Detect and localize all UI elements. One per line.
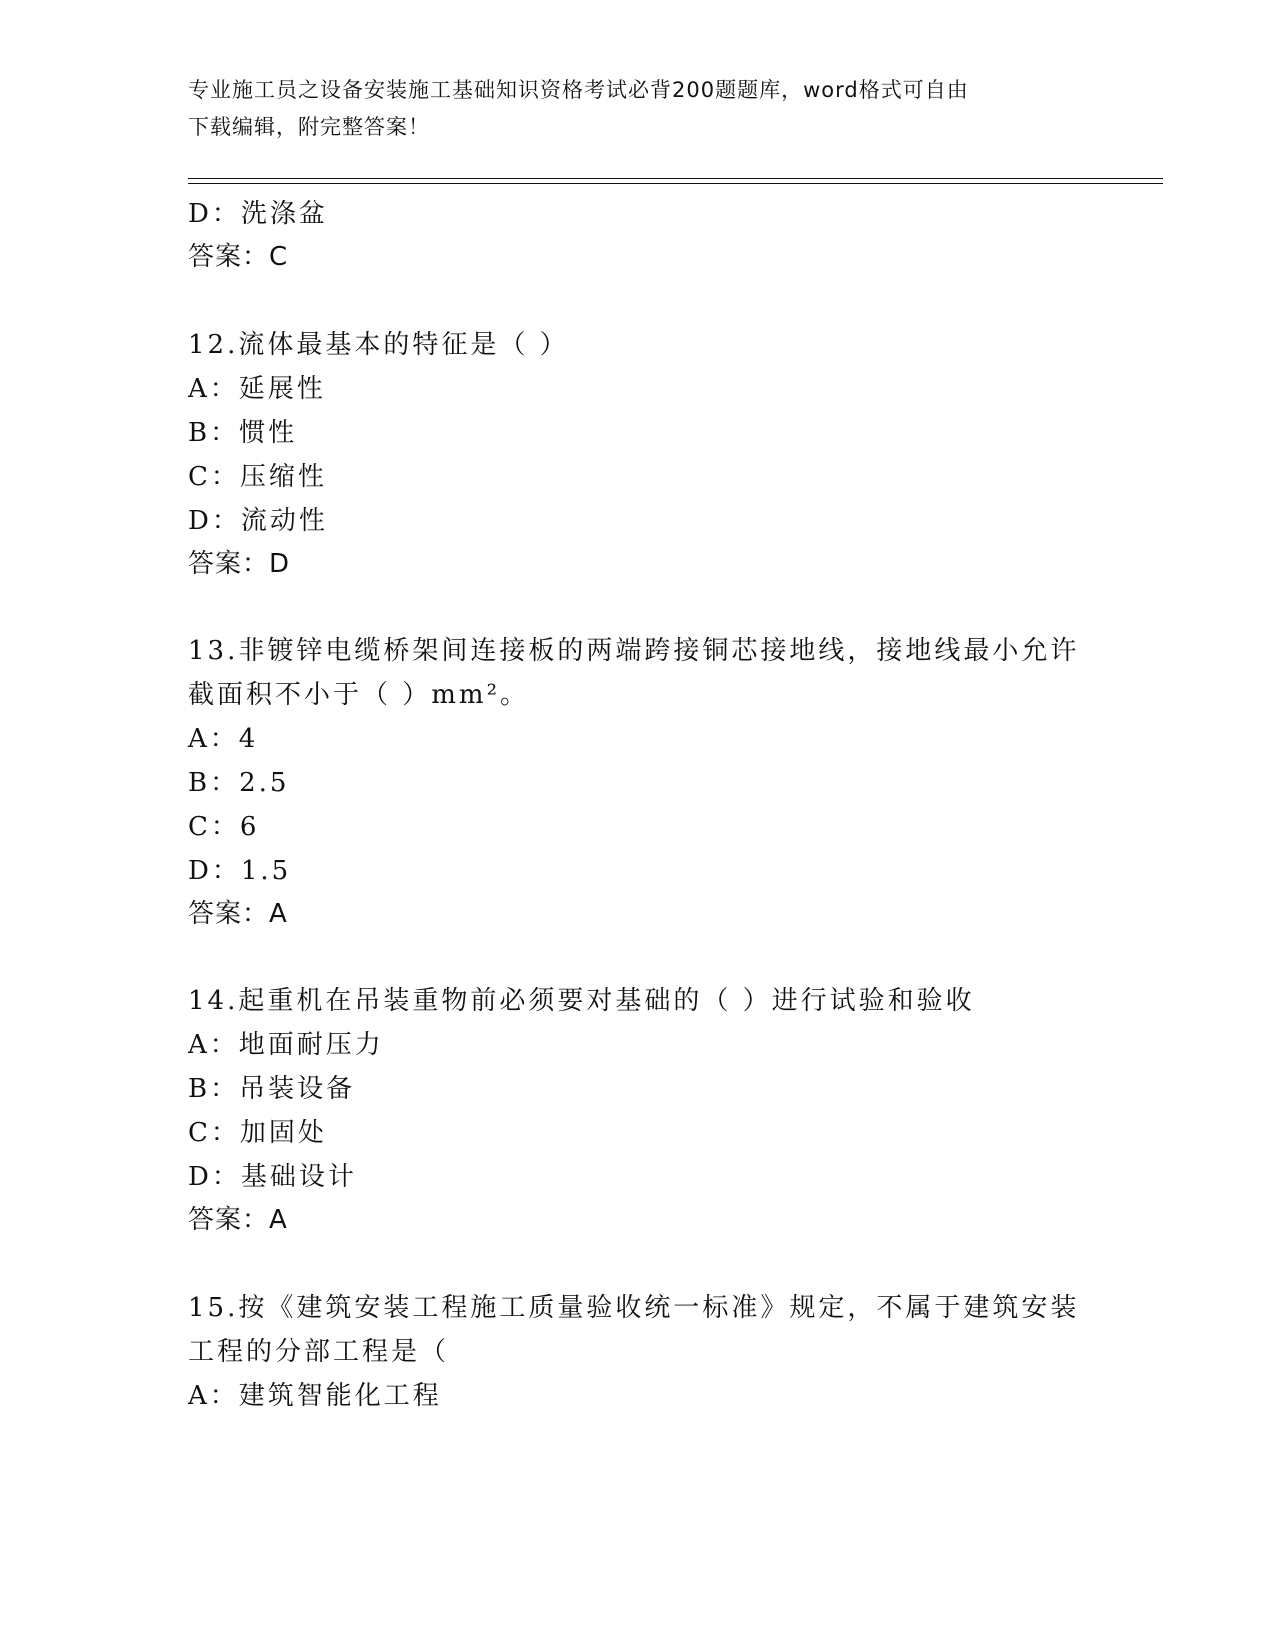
q15-stem-line-2: 工程的分部工程是（: [188, 1337, 450, 1367]
header-divider-bottom: [188, 183, 1163, 184]
q12-option-b: B：惯性: [188, 418, 298, 448]
q12-stem: 12.流体最基本的特征是（ ）: [188, 330, 569, 360]
q12-option-c: C：压缩性: [188, 462, 327, 492]
q13-option-a: A：4: [188, 724, 259, 754]
q15-stem-line-1: 15.按《建筑安装工程施工质量验收统一标准》规定，不属于建筑安装: [188, 1293, 1080, 1323]
q12-option-d: D：流动性: [188, 506, 328, 536]
q15-option-a: A：建筑智能化工程: [188, 1381, 442, 1411]
header-divider-top: [188, 178, 1163, 179]
q11-option-d: D：洗涤盆: [188, 199, 328, 229]
header-line-1: 专业施工员之设备安装施工基础知识资格考试必背200题题库，word格式可自由: [188, 78, 969, 102]
q12-answer: 答案：D: [188, 549, 291, 579]
q14-option-b: B：吊装设备: [188, 1074, 356, 1104]
q12-option-a: A：延展性: [188, 374, 326, 404]
header-line-2: 下载编辑，附完整答案！: [188, 115, 430, 139]
q13-stem-line-1: 13.非镀锌电缆桥架间连接板的两端跨接铜芯接地线，接地线最小允许: [188, 636, 1080, 666]
q13-option-b: B：2.5: [188, 768, 290, 798]
q14-stem: 14.起重机在吊装重物前必须要对基础的（ ）进行试验和验收: [188, 986, 975, 1016]
q14-option-a: A：地面耐压力: [188, 1030, 384, 1060]
q11-answer: 答案：C: [188, 242, 289, 272]
q13-option-c: C：6: [188, 812, 260, 842]
document-header: [188, 72, 1088, 146]
q13-option-d: D：1.5: [188, 856, 292, 886]
q14-answer: 答案：A: [188, 1205, 288, 1235]
q13-answer: 答案：A: [188, 899, 288, 929]
q14-option-c: C：加固处: [188, 1118, 327, 1148]
q13-stem-line-2: 截面积不小于（ ）mm²。: [188, 680, 529, 710]
q14-option-d: D：基础设计: [188, 1162, 357, 1192]
